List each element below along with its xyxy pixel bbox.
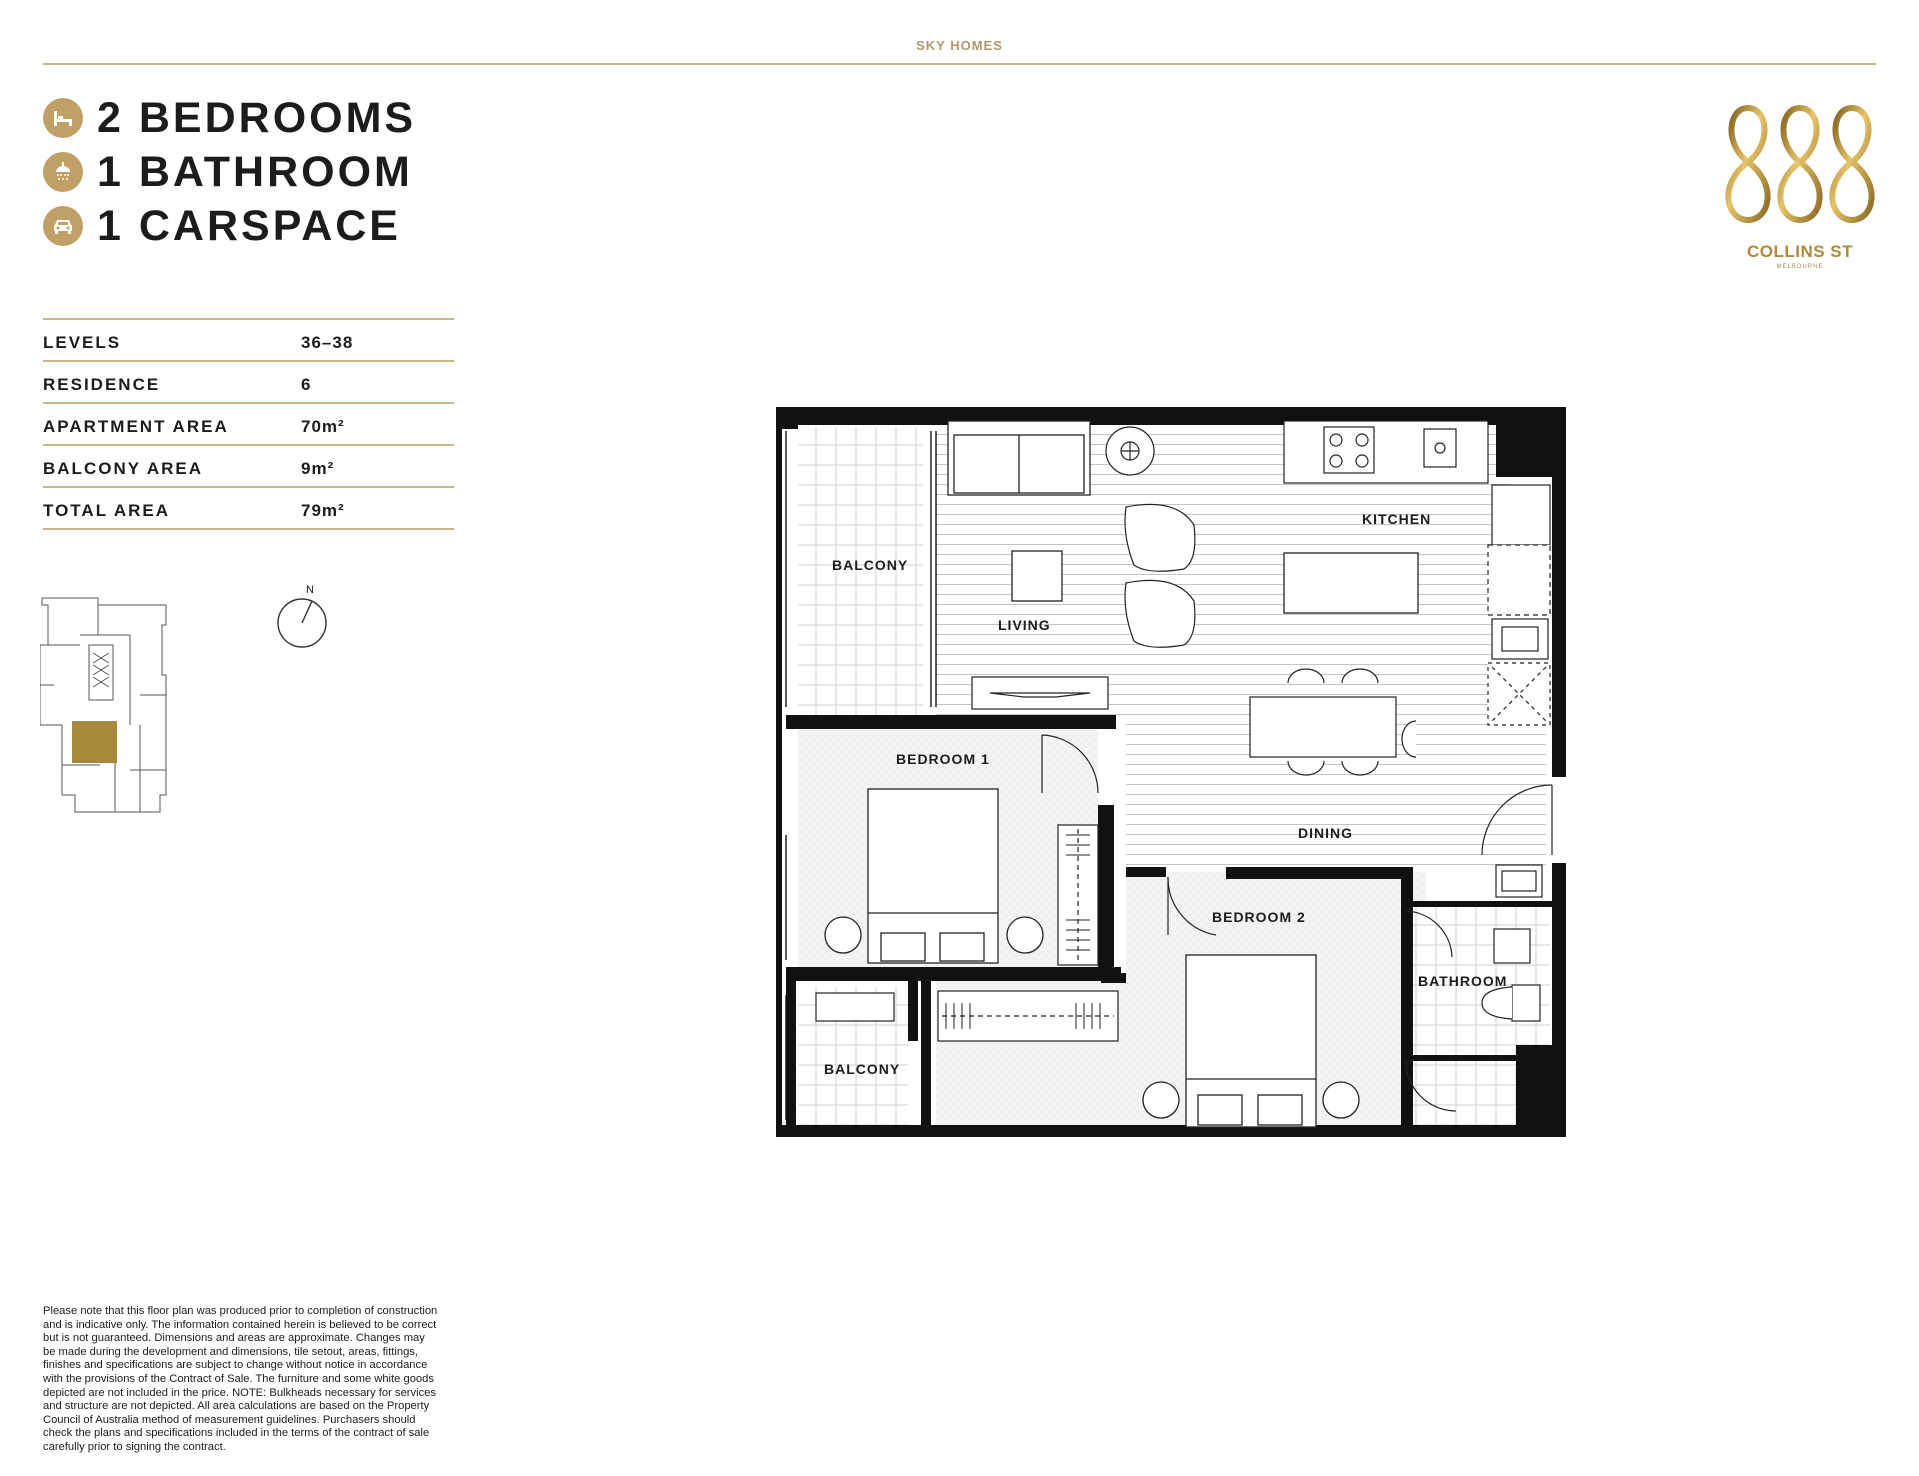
spec-row-levels xyxy=(43,320,454,362)
coffee-table xyxy=(1012,551,1062,601)
room-label-bedroom2: BEDROOM 2 xyxy=(1212,909,1306,925)
spec-row-balcony-area xyxy=(43,446,454,488)
logo-888-mark xyxy=(1718,100,1882,228)
room-label-dining: DINING xyxy=(1298,825,1353,841)
feature-bathroom-text: 1 BATHROOM xyxy=(97,147,413,196)
spec-label: APARTMENT AREA xyxy=(43,417,229,436)
spec-row-residence xyxy=(43,362,454,404)
spec-value: 79m² xyxy=(301,501,345,520)
feature-carspace-text: 1 CARSPACE xyxy=(97,201,401,250)
spec-label: TOTAL AREA xyxy=(43,501,171,520)
room-label-living: LIVING xyxy=(998,617,1051,633)
spec-row-total-area xyxy=(43,488,454,530)
brand-logo xyxy=(1700,100,1900,280)
key-plan-highlight xyxy=(72,721,117,763)
compass xyxy=(276,580,330,652)
feature-bedrooms-text: 2 BEDROOMS xyxy=(97,93,417,142)
feature-bedrooms xyxy=(43,93,417,142)
spec-value: 6 xyxy=(301,375,312,394)
logo-subtitle: MELBOURNE xyxy=(1776,264,1824,270)
spec-row-apartment-area xyxy=(43,404,454,446)
header-label: SKY HOMES xyxy=(916,38,1003,53)
spec-label: RESIDENCE xyxy=(43,375,161,394)
compass-label: N xyxy=(306,584,314,596)
floor-plan xyxy=(776,405,1566,1140)
header-rule xyxy=(43,63,1876,65)
disclaimer-text: Please note that this floor plan was produced prior to completion of construction and is indicative only. The information contained herein is believed to be correct but is not guaranteed. Dimensions and areas are approximate. Changes may be made during the development and dimensions, tile setout, areas, fittings, finishes and specifications are subject to change without notice in accordance with the provisions of the Contract of Sale. The furniture and some white goods depicted are not included in the price. NOTE: Bulkheads necessary for services and structure are not depicted. All area calculations are based on the Property Council of Australia method of measurement guidelines. Purchasers should check the plans and specifications included in the terms of the contract of sale carefully prior to signing the contract. xyxy=(43,1305,438,1453)
spec-value: 36–38 xyxy=(301,333,354,352)
spec-label: BALCONY AREA xyxy=(43,459,204,478)
bed-icon xyxy=(43,98,83,138)
feature-bathroom xyxy=(43,147,413,196)
sofa xyxy=(948,421,1090,495)
room-label-bedroom1: BEDROOM 1 xyxy=(896,751,990,767)
spec-table xyxy=(43,318,454,530)
room-label-kitchen: KITCHEN xyxy=(1362,511,1432,527)
kitchen-island xyxy=(1284,553,1418,613)
feature-carspace xyxy=(43,201,401,250)
spec-value: 70m² xyxy=(301,417,345,436)
room-label-balcony-bottom: BALCONY xyxy=(824,1061,901,1077)
shower-icon xyxy=(43,152,83,192)
logo-title: COLLINS ST xyxy=(1746,242,1854,261)
spec-value: 9m² xyxy=(301,459,335,478)
lamp xyxy=(1106,427,1154,475)
key-plan xyxy=(40,595,170,815)
tv-unit xyxy=(972,677,1108,709)
car-icon xyxy=(43,206,83,246)
room-label-balcony-top: BALCONY xyxy=(832,557,909,573)
room-label-bathroom: BATHROOM xyxy=(1418,973,1508,989)
spec-label: LEVELS xyxy=(43,333,122,352)
